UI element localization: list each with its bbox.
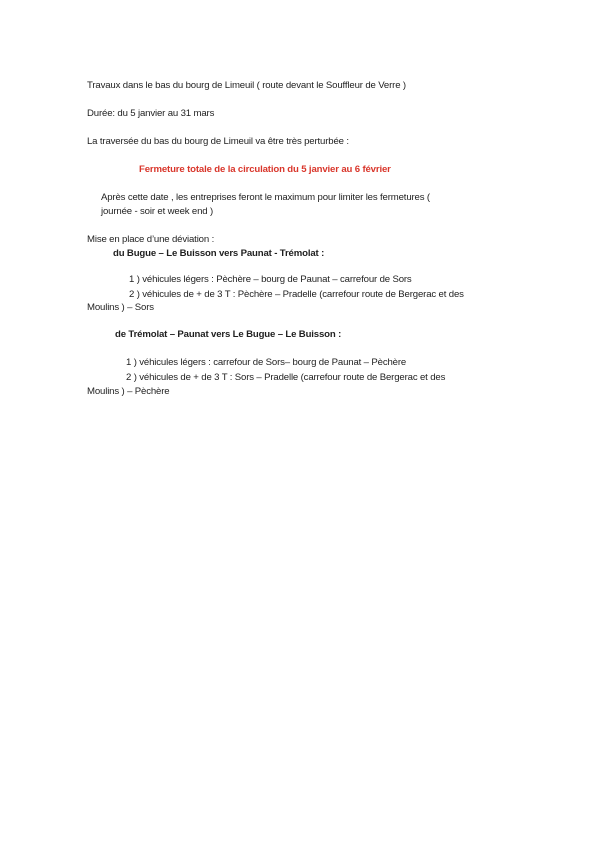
route1-item-2-line-2: Moulins ) – Sors [87, 302, 154, 313]
route2-item-2-line-2: Moulins ) – Pèchère [87, 386, 170, 397]
after-line-2: journée - soir et week end ) [101, 206, 214, 217]
route2-item-1: 1 ) véhicules légers : carrefour de Sors– bourg de Paunat – Pèchère [126, 357, 407, 368]
duration-line: Durée: du 5 janvier au 31 mars [87, 108, 215, 119]
route1-item-2-line-1: 2 ) véhicules de + de 3 T : Pèchère – Pradelle (carrefour route de Bergerac et des [129, 289, 464, 300]
closure-line: Fermeture totale de la circulation du 5 janvier au 6 février [139, 164, 391, 175]
title-line: Travaux dans le bas du bourg de Limeuil ( route devant le Souffleur de Verre ) [87, 80, 406, 91]
route1-item-1: 1 ) véhicules légers : Pèchère – bourg de Paunat – carrefour de Sors [129, 274, 412, 285]
after-line-1: Après cette date , les entreprises feront le maximum pour limiter les fermetures ( [101, 192, 430, 203]
disruption-line: La traversée du bas du bourg de Limeuil va être très perturbée : [87, 136, 349, 147]
route1-heading: du Bugue – Le Buisson vers Paunat - Trémolat : [113, 248, 325, 259]
route2-heading: de Trémolat – Paunat vers Le Bugue – Le Buisson : [115, 329, 342, 340]
route2-item-2-line-1: 2 ) véhicules de + de 3 T : Sors – Pradelle (carrefour route de Bergerac et des [126, 372, 446, 383]
deviation-intro: Mise en place d’une déviation : [87, 234, 215, 245]
